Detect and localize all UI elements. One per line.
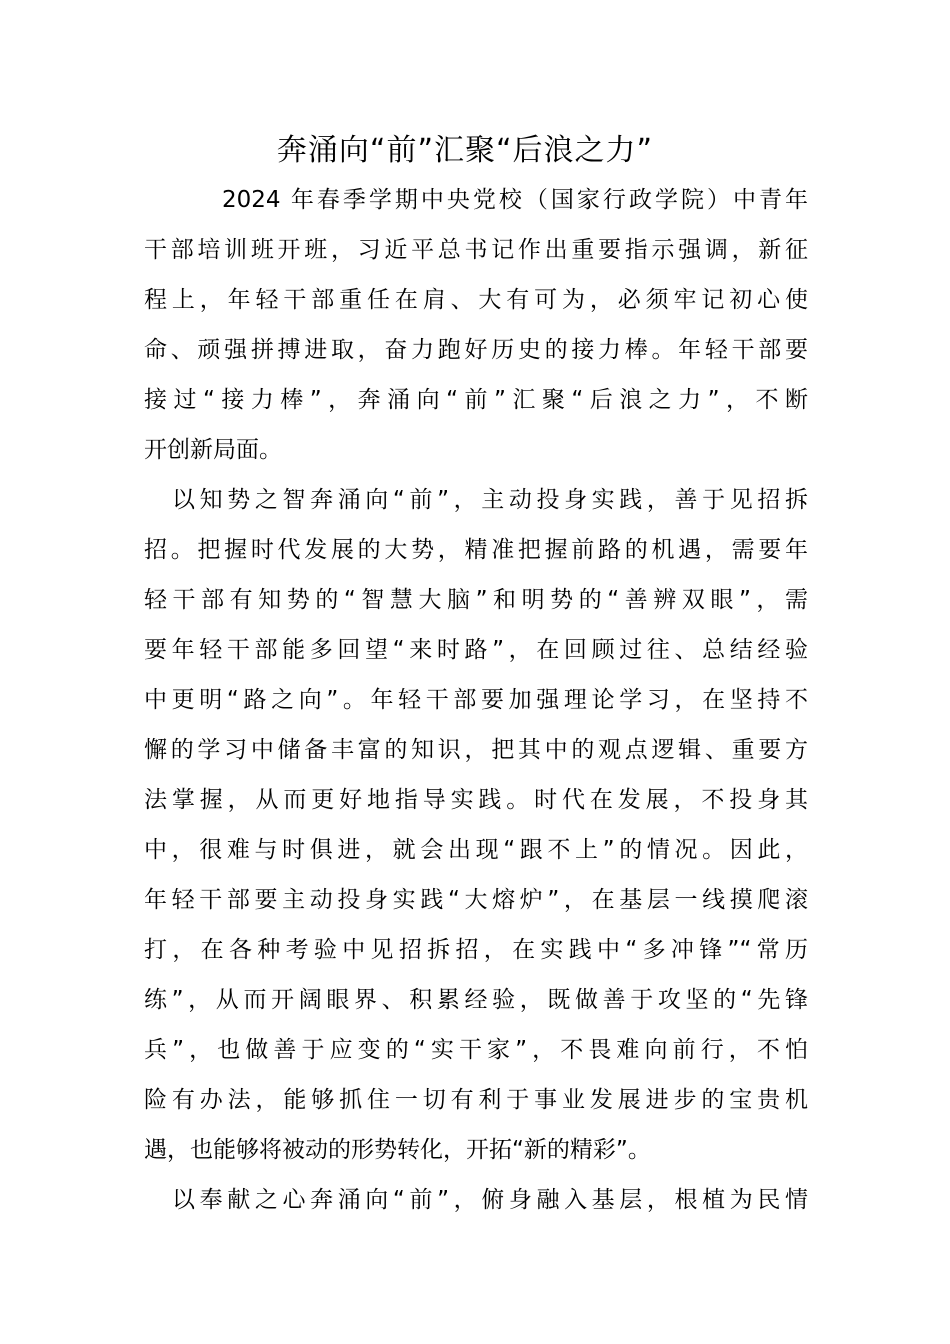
paragraph-line: 法掌握，从而更好地指导实践。时代在发展，不投身其 — [144, 787, 808, 813]
paragraph-line: 程上，年轻干部重任在肩、大有可为，必须牢记初心使 — [144, 287, 808, 313]
paragraph-2 — [144, 475, 808, 1175]
paragraph-line: 要年轻干部能多回望“来时路”，在回顾过往、总结经验 — [144, 637, 808, 663]
paragraph-line: 以知势之智奔涌向“前”，主动投身实践，善于见招拆 — [172, 487, 808, 513]
paragraph-line: 开创新局面。 — [144, 437, 282, 463]
paragraph-line: 兵”，也做善于应变的“实干家”，不畏难向前行，不怕 — [144, 1037, 808, 1063]
paragraph-line: 险有办法，能够抓住一切有利于事业发展进步的宝贵机 — [144, 1087, 808, 1113]
paragraph-line: 懈的学习中储备丰富的知识，把其中的观点逻辑、重要方 — [144, 737, 808, 763]
paragraph-line: 遇，也能够将被动的形势转化，开拓“新的精彩”。 — [144, 1137, 651, 1163]
paragraph-line: 以奉献之心奔涌向“前”，俯身融入基层，根植为民情 — [172, 1187, 808, 1213]
paragraph-1 — [144, 175, 808, 475]
paragraph-line: 打，在各种考验中见招拆招，在实践中“多冲锋”“常历 — [144, 937, 808, 963]
paragraph-line: 干部培训班开班，习近平总书记作出重要指示强调，新征 — [144, 237, 808, 263]
paragraph-line: 轻干部有知势的“智慧大脑”和明势的“善辨双眼”，需 — [144, 587, 808, 613]
paragraph-line: 年轻干部要主动投身实践“大熔炉”，在基层一线摸爬滚 — [144, 887, 808, 913]
document-title: 奔涌向“前”汇聚“后浪之力” — [276, 133, 654, 168]
paragraph-line: 命、顽强拼搏进取，奋力跑好历史的接力棒。年轻干部要 — [144, 337, 808, 363]
paragraph-line: 中，很难与时俱进，就会出现“跟不上”的情况。因此， — [144, 837, 808, 863]
paragraph-line: 中更明“路之向”。年轻干部要加强理论学习，在坚持不 — [144, 687, 808, 713]
document-body — [144, 175, 808, 1225]
paragraph-line: 2024 年春季学期中央党校（国家行政学院）中青年 — [222, 187, 808, 213]
paragraph-line: 接过“接力棒”，奔涌向“前”汇聚“后浪之力”，不断 — [144, 387, 808, 413]
paragraph-line: 练”，从而开阔眼界、积累经验，既做善于攻坚的“先锋 — [144, 987, 808, 1013]
paragraph-3 — [144, 1175, 808, 1225]
paragraph-line: 招。把握时代发展的大势，精准把握前路的机遇，需要年 — [144, 537, 808, 563]
